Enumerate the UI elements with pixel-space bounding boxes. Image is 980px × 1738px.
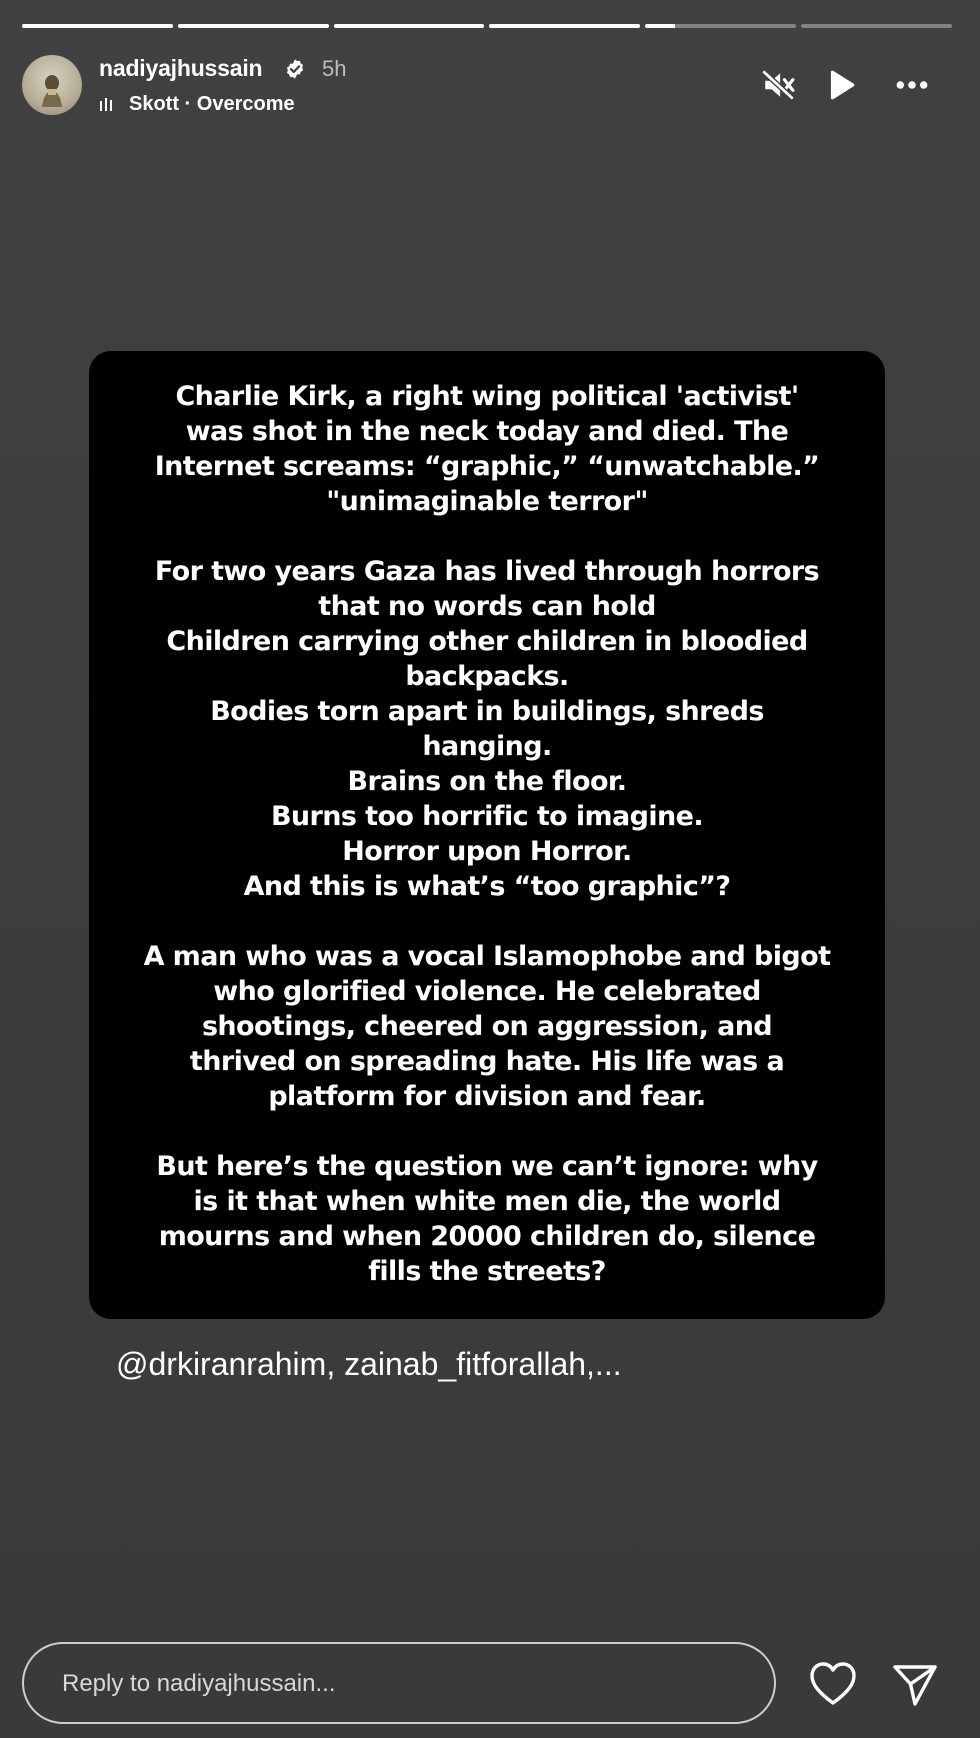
text-line: And this is what’s “too graphic”? <box>243 871 731 902</box>
progress-fill <box>334 24 485 28</box>
music-track[interactable]: Skott · Overcome <box>129 93 295 115</box>
text-line: Children carrying other children in bloodied <box>166 626 808 657</box>
progress-fill <box>645 24 675 28</box>
text-line: platform for division and fear. <box>268 1081 706 1112</box>
text-line: "unimaginable terror" <box>326 486 648 517</box>
story-text <box>89 379 885 1324</box>
progress-segment <box>22 24 173 28</box>
text-line: Bodies torn apart in buildings, shreds <box>210 696 764 727</box>
progress-fill <box>22 24 173 28</box>
reply-field-container[interactable] <box>22 1642 776 1724</box>
play-icon <box>824 68 858 102</box>
progress-segment <box>334 24 485 28</box>
text-line: Burns too horrific to imagine. <box>270 801 704 832</box>
text-line: For two years Gaza has lived through horrors <box>154 556 820 587</box>
text-line: Internet screams: “graphic,” “unwatchable.” <box>154 451 820 482</box>
text-line: is it that when white men die, the world <box>193 1186 781 1217</box>
text-paragraph <box>129 1149 845 1289</box>
play-button[interactable] <box>822 66 860 104</box>
more-options-button[interactable] <box>893 66 931 104</box>
music-bars-icon <box>99 96 115 112</box>
progress-segment <box>178 24 329 28</box>
profile-photo <box>22 55 82 115</box>
send-icon[interactable] <box>891 1662 939 1708</box>
story-progress-bar <box>22 24 952 28</box>
text-line: thrived on spreading hate. His life was a <box>189 1046 785 1077</box>
text-line: was shot in the neck today and died. The <box>185 416 789 447</box>
progress-segment <box>645 24 796 28</box>
post-time: 5h <box>322 56 347 81</box>
text-line: Horror upon Horror. <box>342 836 632 867</box>
text-line: hanging. <box>422 731 552 762</box>
progress-segment <box>489 24 640 28</box>
text-line: Brains on the floor. <box>347 766 627 797</box>
text-line: A man who was a vocal Islamophobe and bigot <box>143 941 831 972</box>
mention-sticker[interactable]: @drkiranrahim, zainab_fitforallah,... <box>116 1346 622 1382</box>
progress-fill <box>489 24 640 28</box>
progress-fill <box>178 24 329 28</box>
progress-segment <box>801 24 952 28</box>
avatar[interactable] <box>22 55 82 115</box>
text-paragraph <box>129 379 845 519</box>
text-line: shootings, cheered on aggression, and <box>201 1011 773 1042</box>
text-line: backpacks. <box>405 661 569 692</box>
story-text-card <box>89 351 885 1319</box>
text-paragraph <box>129 554 845 904</box>
muted-speaker-icon <box>761 68 795 102</box>
text-line: who glorified violence. He celebrated <box>213 976 761 1007</box>
text-line: But here’s the question we can’t ignore: why <box>156 1151 818 1182</box>
heart-icon[interactable] <box>808 1660 858 1708</box>
text-paragraph <box>129 939 845 1114</box>
text-line: Charlie Kirk, a right wing political 'activist' <box>175 381 799 412</box>
reply-input[interactable] <box>60 1644 744 1724</box>
verified-badge-icon <box>284 58 306 80</box>
username[interactable]: nadiyajhussain <box>99 55 263 81</box>
more-icon <box>895 68 929 102</box>
text-line: that no words can hold <box>318 591 656 622</box>
mute-button[interactable] <box>759 66 797 104</box>
text-line: mourns and when 20000 children do, silence <box>158 1221 816 1252</box>
text-line: fills the streets? <box>368 1256 606 1287</box>
